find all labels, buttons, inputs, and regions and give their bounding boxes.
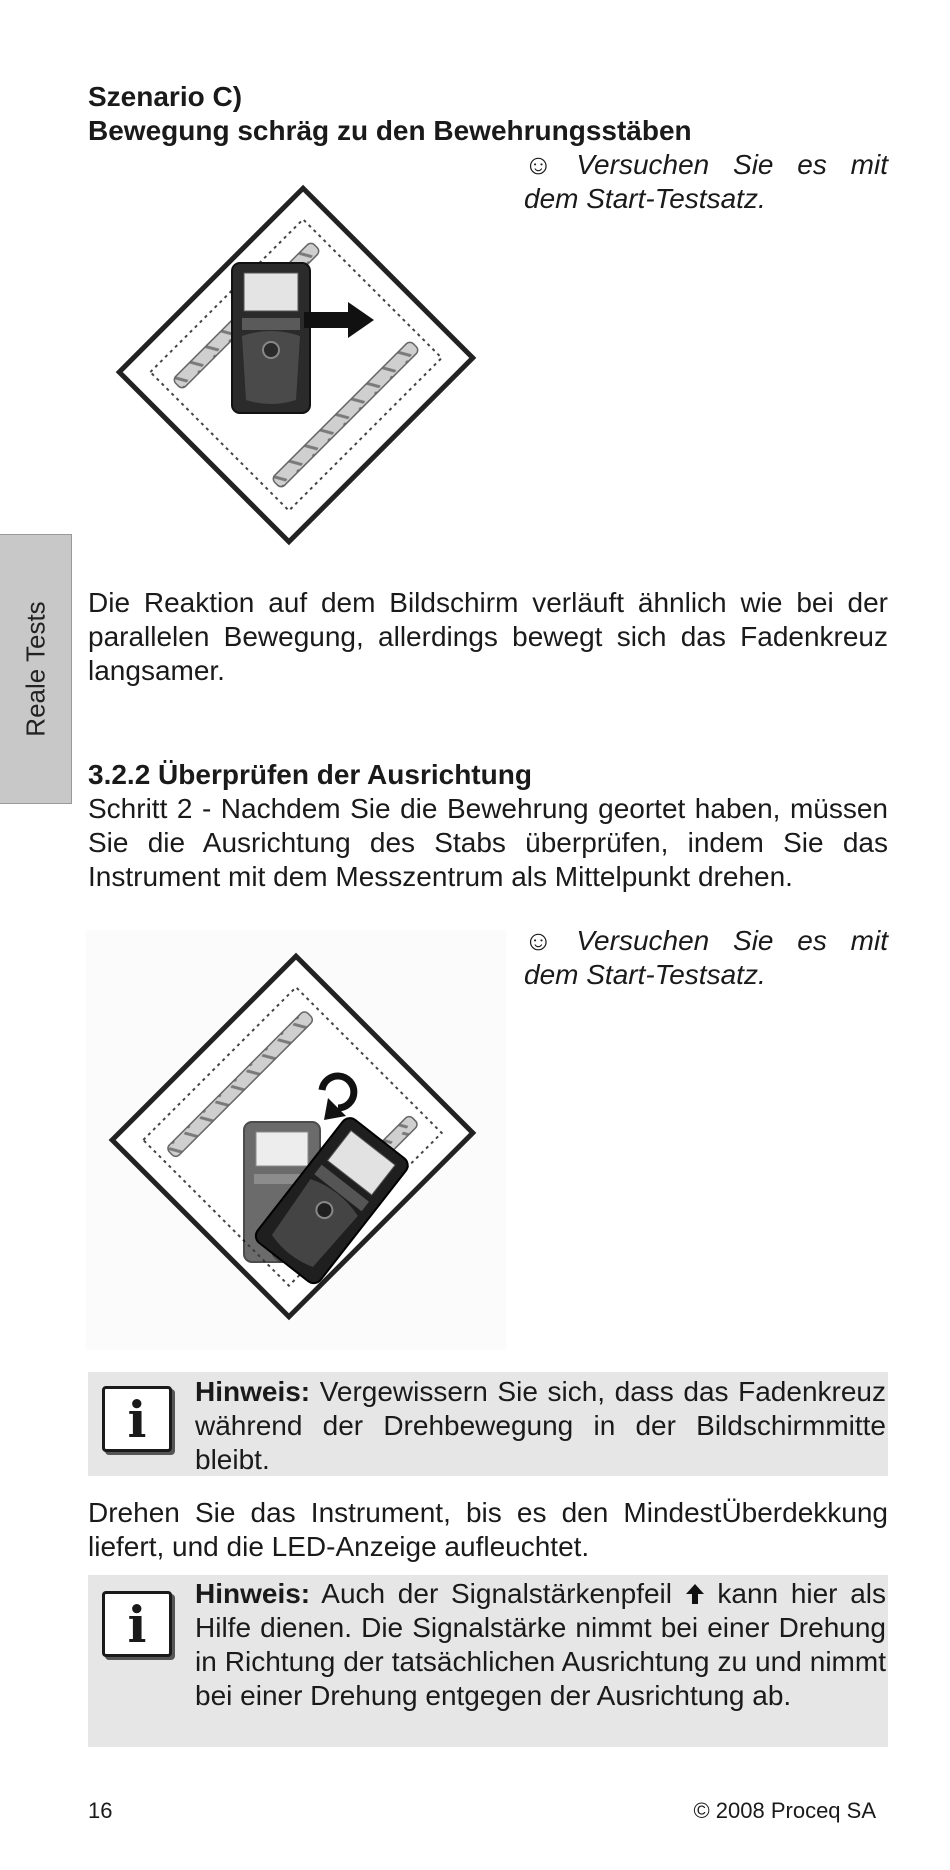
note-2-text — [195, 1577, 886, 1713]
figure-diagonal-movement — [86, 160, 506, 570]
section-alignment — [88, 758, 888, 894]
tip-1 — [524, 148, 888, 216]
scenario-body — [88, 586, 888, 688]
up-arrow-icon — [685, 1578, 705, 1609]
copyright: © 2008 Proceq SA — [693, 1798, 876, 1823]
page-number: 16 — [88, 1798, 113, 1823]
scenario-body-text: Die Reaktion auf dem Bildschirm verläuft ähnlich wie bei der parallelen Bewegung, allerdings bewegt sich das Fadenkreuz langsamer. — [88, 587, 888, 686]
scenario-subtitle: Bewegung schräg zu den Bewehrungsstäben — [88, 115, 692, 146]
side-tab-label: Reale Tests — [20, 601, 50, 737]
side-tab — [0, 534, 72, 804]
scenario-heading — [88, 80, 888, 148]
rotate-text: Drehen Sie das Instrument, bis es den MindestÜberdekkung liefert, und die LED-Anzeige aufleuchtet. — [88, 1497, 888, 1562]
note-1-text — [195, 1375, 886, 1477]
tip-2-line2: dem Start-Testsatz. — [524, 959, 766, 990]
note-2 — [88, 1575, 888, 1747]
section-body: Schritt 2 - Nachdem Sie die Bewehrung geortet haben, müssen Sie die Ausrichtung des Stabs überprüfen, indem Sie das Instrument mit dem Messzentrum als Mittelpunkt drehen. — [88, 793, 888, 892]
rotate-instruction — [88, 1496, 888, 1564]
note-1-body: Vergewissern Sie sich, dass das Fadenkreuz während der Drehbewegung in der Bildschirmmitte bleibt. — [195, 1376, 886, 1475]
note-2-body-before: Auch der Signalstärkenpfeil — [310, 1578, 685, 1609]
note-1 — [88, 1372, 888, 1476]
instrument-graphic — [232, 263, 310, 413]
info-icon: i — [102, 1591, 172, 1657]
info-icon: i — [102, 1386, 172, 1452]
scenario-title: Szenario C) — [88, 81, 243, 112]
note-1-label: Hinweis: — [195, 1376, 311, 1407]
figure-rotation — [86, 930, 506, 1350]
tip-2 — [524, 924, 888, 992]
note-2-body-after: kann hier als Hilfe dienen. Die Signalstärke nimmt bei einer Drehung in Richtung der tatsächlichen Ausrichtung zu und nimmt bei einer Drehung entgegen der Ausrichtung ab. — [195, 1578, 886, 1711]
section-heading: 3.2.2 Überprüfen der Ausrichtung — [88, 759, 532, 790]
tip-2-line1: Versuchen Sie es mit — [576, 925, 889, 956]
note-2-label: Hinweis: — [195, 1578, 311, 1609]
tip-1-line1: Versuchen Sie es mit — [576, 149, 889, 180]
smiley-icon: ☺ — [524, 149, 553, 180]
smiley-icon: ☺ — [524, 925, 553, 956]
tip-1-line2: dem Start-Testsatz. — [524, 183, 766, 214]
